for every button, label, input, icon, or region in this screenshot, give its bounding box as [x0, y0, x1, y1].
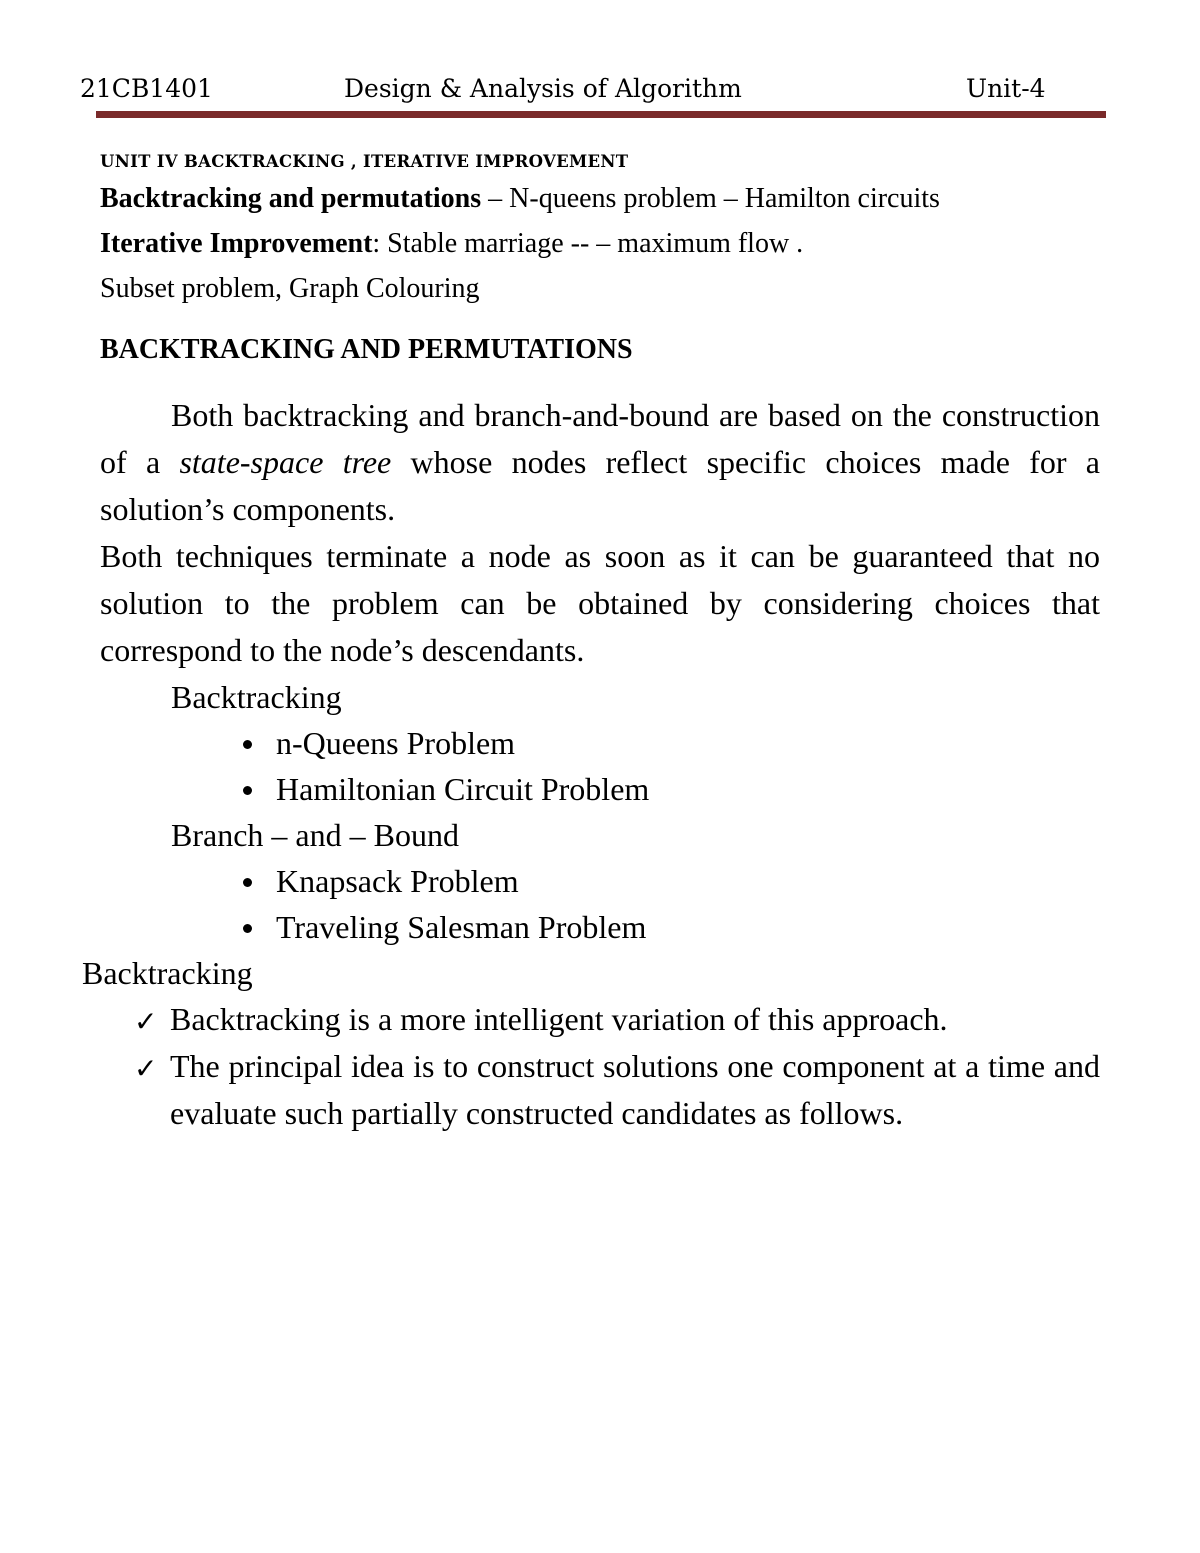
course-code: 21CB1401 [80, 74, 213, 103]
checkmark-icon: ✓ [134, 1005, 158, 1038]
unit-label: Unit-4 [966, 74, 1046, 103]
page-header [80, 72, 1080, 112]
backtracking-heading: Backtracking [82, 955, 253, 991]
syllabus-line-2-rest: : Stable marriage -- – maximum flow . [372, 228, 804, 259]
list-item [240, 858, 1100, 904]
intro-text-end: whose nodes reflect specific choices made for a solution’s components. [100, 444, 1101, 527]
list-item [240, 766, 1100, 812]
list-item-label: Traveling Salesman Problem [276, 909, 647, 945]
branch-and-bound-list [100, 858, 1100, 950]
intro-paragraph [100, 392, 1100, 533]
list-item-label: Knapsack Problem [276, 863, 519, 899]
intro-text-start: Both backtracking and branch-and-bound are based on the construction of a [100, 397, 1100, 480]
bullet-icon [243, 740, 252, 749]
termination-paragraph: Both techniques terminate a node as soon as it can be guaranteed that no solution to the problem can be obtained by considering choices that correspond to the node’s descendants. [100, 538, 1100, 668]
course-title: Design & Analysis of Algorithm [344, 74, 742, 103]
checkmark-icon: ✓ [134, 1052, 158, 1085]
bullet-icon [243, 786, 252, 795]
syllabus-line-2 [100, 221, 1100, 266]
list-item-label: Backtracking is a more intelligent variation of this approach. [170, 1001, 948, 1037]
list-item-label: The principal idea is to construct solutions one component at a time and evaluate such partially constructed candidates as follows. [170, 1048, 1100, 1131]
section-heading: BACKTRACKING AND PERMUTATIONS [100, 334, 633, 365]
unit-title: UNIT IV BACKTRACKING , ITERATIVE IMPROVEMENT [100, 152, 629, 171]
syllabus-line-1 [100, 176, 1100, 221]
bullet-icon [243, 878, 252, 887]
state-space-tree-term: state-space tree [179, 444, 392, 480]
body-content [82, 392, 1101, 1137]
backtracking-list [100, 720, 1100, 812]
syllabus-line-3: Subset problem, Graph Colouring [100, 273, 480, 304]
backtracking-label: Backtracking [171, 679, 342, 715]
list-item [134, 1043, 1100, 1137]
list-item [240, 904, 1100, 950]
branch-and-bound-label: Branch – and – Bound [171, 817, 459, 853]
bullet-icon [243, 924, 252, 933]
syllabus-line-2-bold: Iterative Improvement [100, 228, 373, 259]
syllabus-line-1-rest: – N-queens problem – Hamilton circuits [481, 183, 940, 214]
backtracking-points [100, 996, 1100, 1137]
syllabus-line-1-bold: Backtracking and permutations [100, 183, 482, 214]
list-item [240, 720, 1100, 766]
list-item-label: Hamiltonian Circuit Problem [276, 771, 650, 807]
header-divider [96, 111, 1106, 118]
list-item-label: n-Queens Problem [276, 725, 516, 761]
syllabus-block [100, 148, 1100, 311]
list-item [134, 996, 1100, 1043]
